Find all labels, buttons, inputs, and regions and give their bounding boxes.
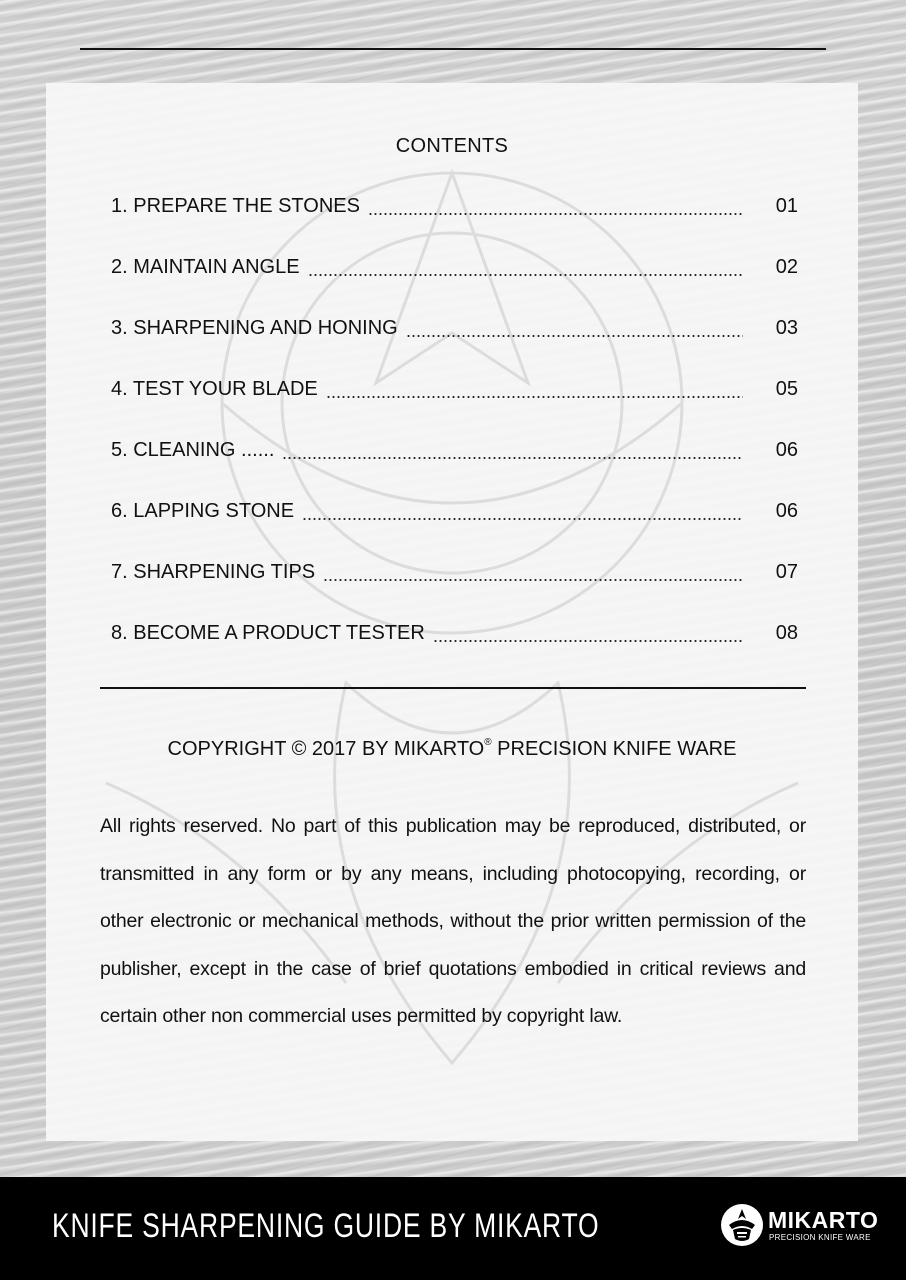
copyright-suffix: PRECISION KNIFE WARE [491, 738, 737, 760]
toc-leader [302, 517, 743, 521]
footer-bar [0, 1177, 906, 1280]
toc-item-page: 03 [775, 317, 798, 339]
toc-leader [406, 334, 743, 338]
toc-item[interactable] [111, 374, 811, 435]
toc-leader [326, 395, 743, 399]
toc-item-page: 05 [775, 378, 798, 400]
toc-item-label: 8. BECOME A PRODUCT TESTER [111, 622, 425, 644]
toc-item-label: 2. MAINTAIN ANGLE [111, 256, 300, 278]
toc-item[interactable] [111, 435, 811, 496]
toc-item[interactable] [111, 496, 811, 557]
toc-item-label: 4. TEST YOUR BLADE [111, 378, 318, 400]
toc-item[interactable] [111, 618, 811, 679]
brand-tagline: PRECISION KNIFE WARE [769, 1233, 871, 1242]
toc-item-label: 6. LAPPING STONE [111, 500, 295, 522]
toc-item-label: 5. CLEANING ...... [111, 439, 275, 461]
table-of-contents [111, 191, 811, 679]
toc-item[interactable] [111, 557, 811, 618]
toc-item-label: 3. SHARPENING AND HONING [111, 317, 398, 339]
toc-item-label: 1. PREPARE THE STONES [111, 195, 360, 217]
content-panel [46, 83, 858, 1141]
top-divider [80, 48, 826, 50]
toc-item[interactable] [111, 313, 811, 374]
copyright-line [46, 737, 858, 761]
toc-item-page: 06 [775, 439, 798, 461]
footer-title: KNIFE SHARPENING GUIDE BY MIKARTO [52, 1207, 600, 1245]
toc-leader [368, 212, 743, 216]
toc-item-page: 01 [775, 195, 798, 217]
copyright-prefix: COPYRIGHT © 2017 BY MIKARTO [167, 738, 485, 760]
toc-leader [433, 639, 743, 643]
toc-leader [308, 273, 743, 277]
contents-title: CONTENTS [395, 135, 509, 157]
toc-item-page: 08 [775, 622, 798, 644]
toc-item-page: 06 [775, 500, 798, 522]
toc-leader [282, 456, 743, 460]
brand-logo[interactable] [720, 1203, 880, 1251]
samurai-helmet-icon [720, 1203, 764, 1247]
toc-item-label: 7. SHARPENING TIPS [111, 561, 316, 583]
rights-paragraph: All rights reserved. No part of this publication may be reproduced, distributed, or transmitted in any form or by any means, including photocopying, recording, or other electronic or mechanical methods, without the prior written permission of the publisher, except in the case of brief quotations embodied in critical reviews and certain other non commercial uses permitted by copyright law. [100, 815, 806, 1027]
toc-leader [323, 578, 743, 582]
registered-mark: ® [484, 737, 492, 748]
brand-name: MIKARTO [768, 1207, 879, 1233]
toc-item-page: 07 [775, 561, 798, 583]
section-divider [100, 687, 806, 689]
toc-item[interactable] [111, 191, 811, 252]
toc-item[interactable] [111, 252, 811, 313]
toc-item-page: 02 [775, 256, 798, 278]
